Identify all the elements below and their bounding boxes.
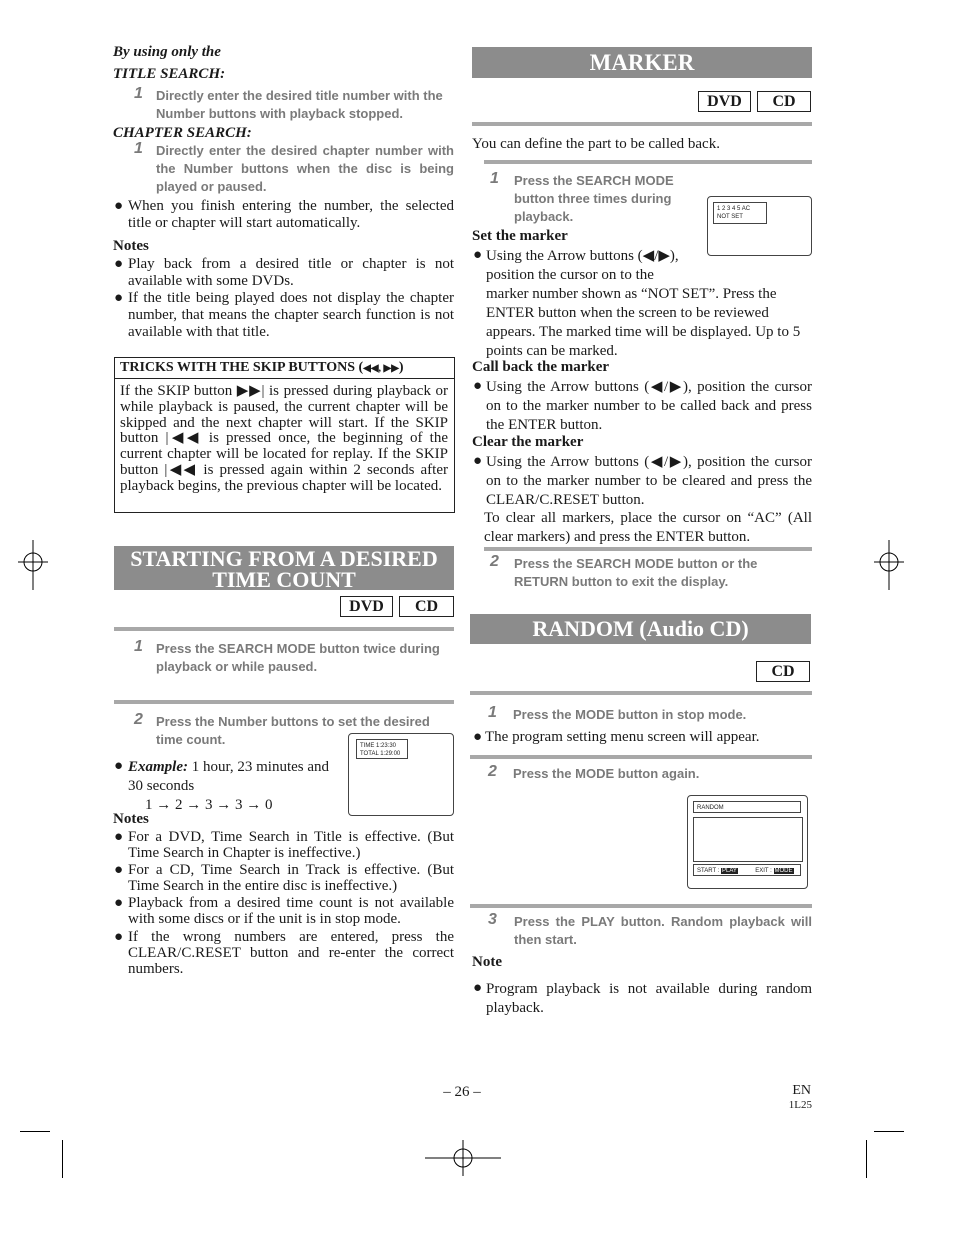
bullet: ● xyxy=(473,980,483,996)
bullet: ● xyxy=(114,758,124,774)
language-code: EN xyxy=(792,1083,811,1098)
example-sequence: 1 → 2 → 3 → 3 → 0 xyxy=(145,797,273,813)
tv-screen-time xyxy=(348,733,454,816)
section-header-marker: MARKER xyxy=(472,47,812,78)
random-step-1-bullet: The program setting menu screen will appear. xyxy=(485,729,760,745)
step-number: 2 xyxy=(490,553,499,570)
marker-intro: You can define the part to be called back. xyxy=(472,136,720,152)
step-number: 1 xyxy=(134,85,143,102)
badge-cd: CD xyxy=(399,596,454,617)
note-item: Playback from a desired time count is not available with some discs or if the unit is in stop mode. xyxy=(128,895,454,927)
note-item: For a DVD, Time Search in Title is effective. (But Time Search in Chapter is ineffective.) xyxy=(128,829,454,861)
registration-mark-right xyxy=(874,540,904,590)
bullet: ● xyxy=(114,290,124,306)
step-bar xyxy=(484,160,812,164)
marker-step-1: Press the SEARCH MODE button three times during playback. xyxy=(514,173,674,224)
badge-dvd: DVD xyxy=(340,596,393,617)
auto-start-note: When you finish entering the number, the selected title or chapter will start automatically. xyxy=(128,198,454,231)
chapter-search-label: CHAPTER SEARCH: xyxy=(113,125,252,141)
example xyxy=(128,758,344,796)
random-footer xyxy=(693,864,801,876)
call-marker-text: Using the Arrow buttons (◀/▶), position the cursor on to the marker number to be called back and press the ENTER button. xyxy=(486,379,812,433)
note-item: If the title being played does not display the chapter number, that means the chapter search function is not available with that title. xyxy=(128,290,454,340)
play-key: PLAY xyxy=(722,868,737,874)
bullet: ● xyxy=(114,256,124,272)
crop-mark xyxy=(62,1140,63,1178)
header-line: TIME COUNT xyxy=(212,567,356,592)
tricks-title-underline xyxy=(114,378,455,379)
notes-heading: Notes xyxy=(113,238,149,254)
exit-label: EXIT : xyxy=(755,868,772,874)
title-search-step: Directly enter the desired title number with the Number buttons with playback stopped. xyxy=(156,88,443,121)
marker-display xyxy=(713,202,767,224)
note-item: Play back from a desired title or chapter is not available with some DVDs. xyxy=(128,256,454,289)
step-number: 1 xyxy=(488,704,497,721)
step-number: 3 xyxy=(488,911,497,928)
crop-mark xyxy=(874,1131,904,1132)
section-bar xyxy=(470,691,812,695)
header-line: STARTING FROM A DESIRED xyxy=(130,546,438,571)
note-item: For a CD, Time Search in Track is effective. (But Time Search in the entire disc is ineffective.) xyxy=(128,862,454,894)
start-label: START : xyxy=(697,868,720,874)
random-note: Program playback is not available during random playback. xyxy=(486,981,812,1016)
bullet: ● xyxy=(473,453,483,469)
call-marker-heading: Call back the marker xyxy=(472,359,610,375)
random-title-bar: RANDOM xyxy=(693,801,801,813)
title-search-intro: By using only the xyxy=(113,44,221,60)
clear-marker-heading: Clear the marker xyxy=(472,434,584,450)
marker-numbers: 1 2 3 4 5 AC xyxy=(717,206,751,212)
badge-cd: CD xyxy=(757,91,811,112)
mode-key: MODE xyxy=(774,868,793,874)
skip-icons: ◀◀, ▶▶ xyxy=(363,363,399,374)
bullet: ● xyxy=(473,378,483,394)
step-number: 2 xyxy=(488,763,497,780)
tv-screen-marker xyxy=(707,196,812,256)
crop-mark xyxy=(20,1131,50,1132)
random-list-area xyxy=(693,817,803,862)
registration-mark-left xyxy=(18,540,48,590)
bullet: ● xyxy=(473,729,483,745)
time-display xyxy=(356,739,408,759)
step-bar xyxy=(114,700,454,704)
notes-heading: Notes xyxy=(113,811,149,827)
random-step-1: Press the MODE button in stop mode. xyxy=(513,707,747,722)
set-marker-text-b: marker number shown as “NOT SET”. Press the ENTER button when the screen to be reviewed appears. The marked time will be displayed. Up to 5 points can be marked. xyxy=(486,286,801,359)
time-line: TIME 1:23:30 xyxy=(360,743,397,749)
page-number: – 26 – xyxy=(443,1084,481,1100)
badge-cd: CD xyxy=(756,661,810,682)
crop-mark xyxy=(866,1140,867,1178)
tricks-title-text: TRICKS WITH THE SKIP BUTTONS ( xyxy=(120,360,364,375)
step-number: 1 xyxy=(134,638,143,655)
bullet: ● xyxy=(114,862,124,878)
example-label: Example: xyxy=(128,759,188,775)
marker-step-2: Press the SEARCH MODE button or the RETURN button to exit the display. xyxy=(514,556,758,589)
step-number: 1 xyxy=(490,170,499,187)
step-number: 2 xyxy=(134,711,143,728)
time-step-1: Press the SEARCH MODE button twice during playback or while paused. xyxy=(156,641,440,674)
tricks-body: If the SKIP button ▶▶| is pressed during playback or while playback is paused, the current chapter will be skipped and the next chapter will start. If the SKIP button |◀◀ is pressed once, the beginning of the current chapter will be located for replay. If the SKIP button |◀◀ is pressed again within 2 seconds after playback begins, the previous chapter will be located. xyxy=(120,383,448,494)
chapter-search-step: Directly enter the desired chapter number with the Number buttons when the disc is being played or paused. xyxy=(156,143,454,194)
random-step-2: Press the MODE button again. xyxy=(513,766,700,781)
example-text: 1 hour, 23 minutes and 30 seconds xyxy=(128,759,330,794)
bullet: ● xyxy=(114,929,124,945)
step-number: 1 xyxy=(134,140,143,157)
title-search-label: TITLE SEARCH: xyxy=(113,66,226,82)
bullet: ● xyxy=(473,247,483,263)
bullet: ● xyxy=(114,895,124,911)
random-note-heading: Note xyxy=(472,954,502,970)
section-header-random: RANDOM (Audio CD) xyxy=(470,614,811,644)
section-header-time-count xyxy=(114,546,454,590)
total-line: TOTAL 1:29:00 xyxy=(360,751,401,757)
clear-all-text: To clear all markers, place the cursor on “AC” (All clear markers) and press the ENTER button. xyxy=(484,510,812,545)
note-item: If the wrong numbers are entered, press the CLEAR/C.RESET button and re-enter the correct numbers. xyxy=(128,929,454,977)
set-marker-text-a: Using the Arrow buttons (◀/▶), position the cursor on to the xyxy=(486,248,679,283)
time-step-2: Press the Number buttons to set the desired time count. xyxy=(156,714,430,747)
registration-mark-bottom xyxy=(425,1140,501,1176)
bullet: ● xyxy=(114,198,124,214)
model-code: 1L25 xyxy=(788,1099,812,1111)
step-bar xyxy=(484,547,812,551)
section-bar xyxy=(472,122,812,126)
tv-screen-random xyxy=(687,795,808,889)
marker-status: NOT SET xyxy=(717,214,743,220)
badge-dvd: DVD xyxy=(698,91,751,112)
step-bar xyxy=(470,755,812,759)
tricks-title xyxy=(120,359,404,377)
clear-marker-text: Using the Arrow buttons (◀/▶), position the cursor on to the marker number to be cleared and press the CLEAR/C.RESET button. xyxy=(486,454,812,508)
step-bar xyxy=(114,627,454,631)
step-bar xyxy=(470,904,812,908)
set-marker-heading: Set the marker xyxy=(472,228,568,244)
tricks-title-end: ) xyxy=(398,360,404,375)
bullet: ● xyxy=(114,829,124,845)
random-step-3: Press the PLAY button. Random playback will then start. xyxy=(514,914,812,947)
